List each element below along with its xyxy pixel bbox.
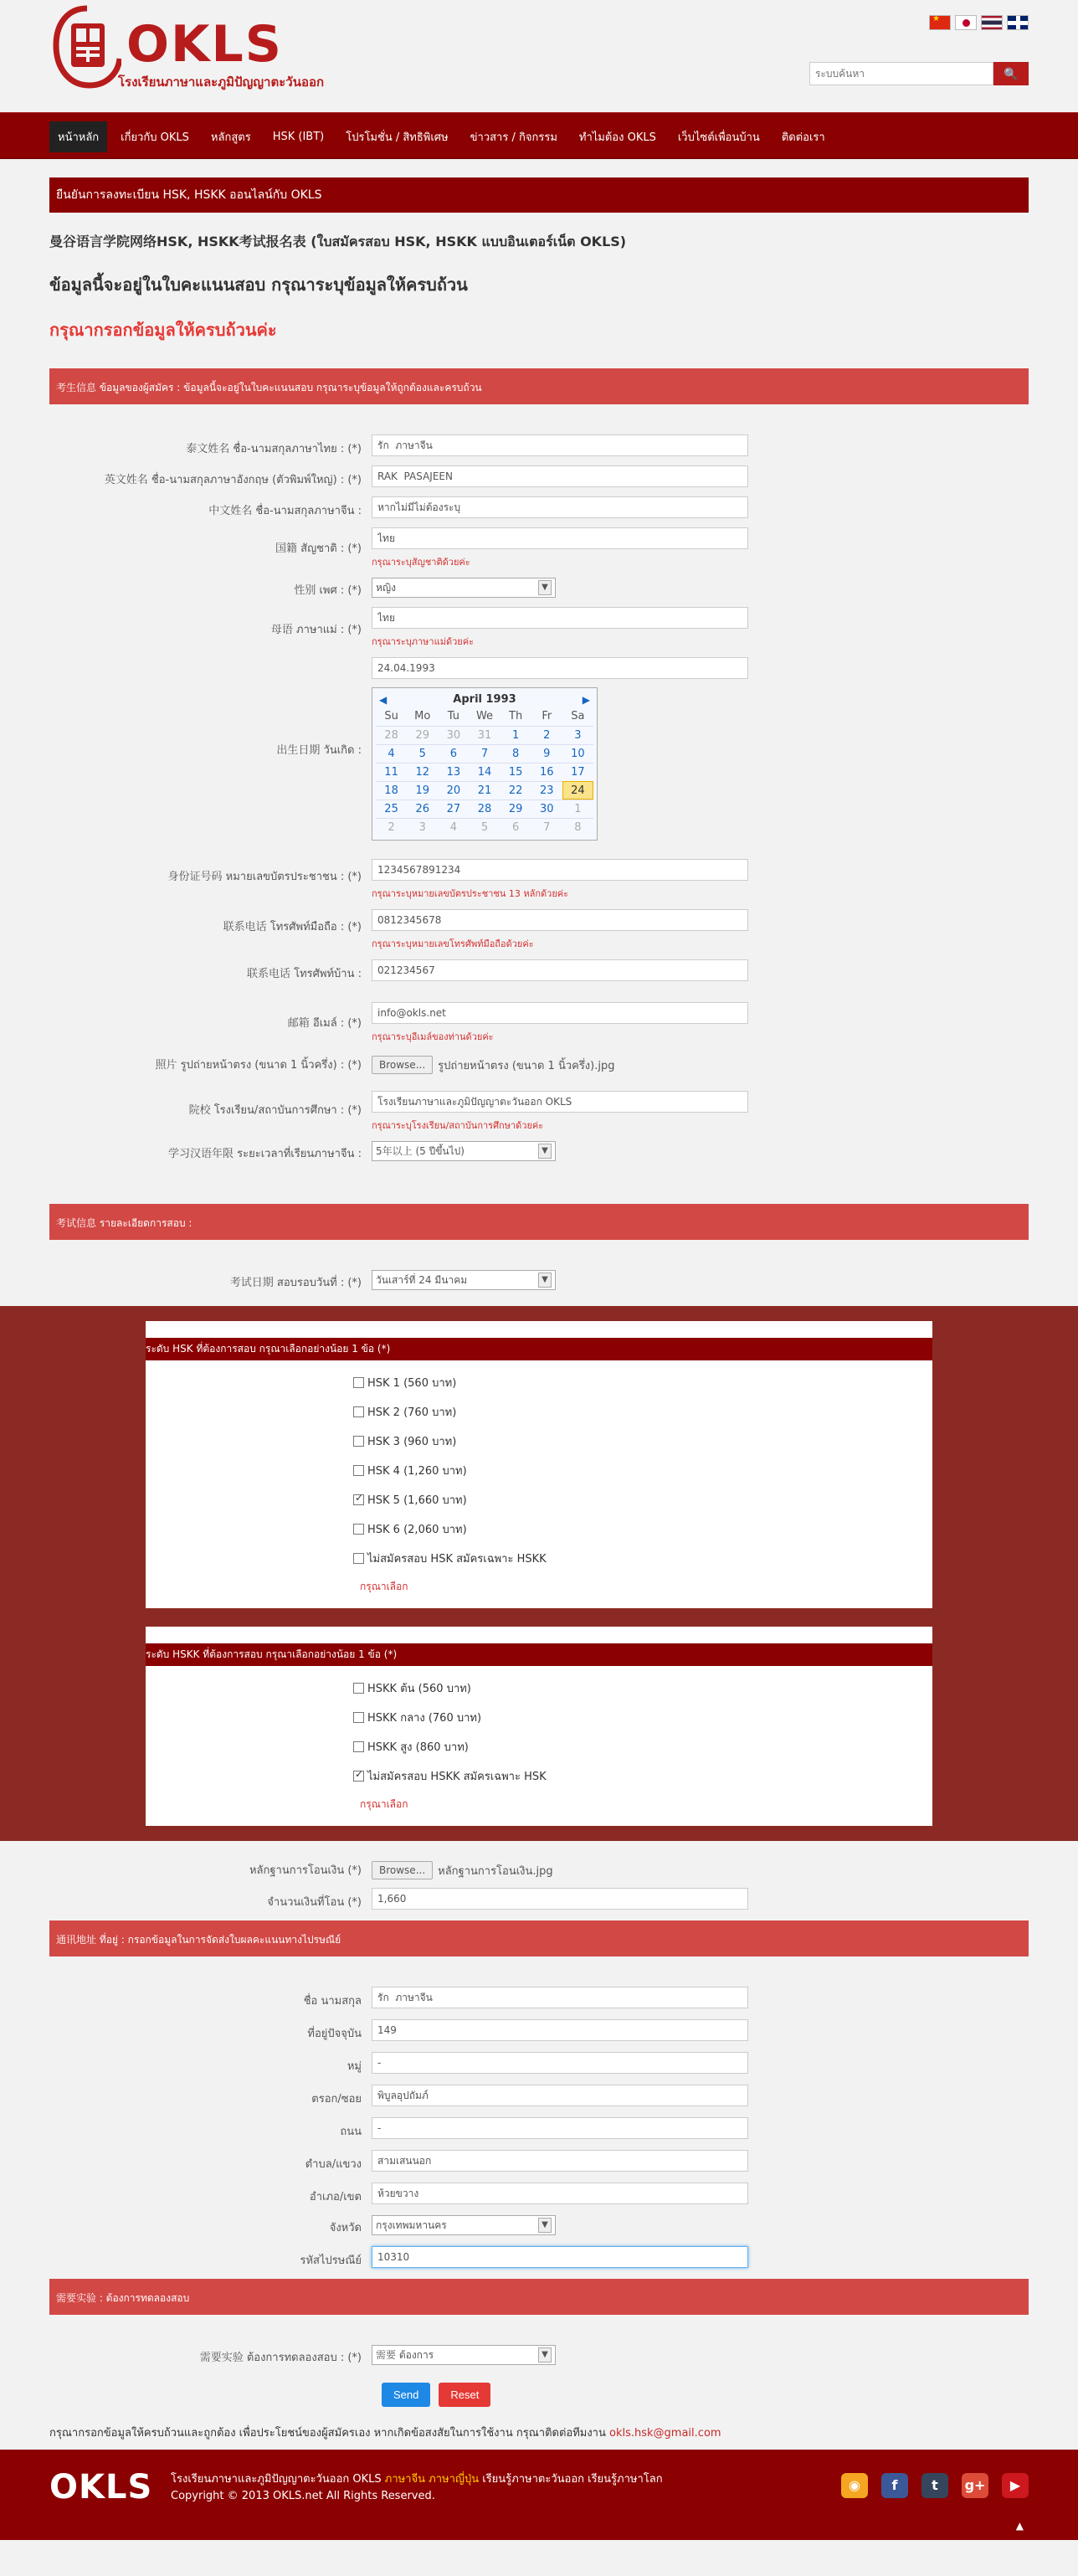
thai-name-row	[49, 434, 1029, 457]
calendar-day[interactable]: 1	[501, 726, 531, 744]
language-flags	[929, 15, 1029, 30]
nationality-row	[49, 527, 1029, 569]
calendar-day[interactable]: 28	[469, 800, 500, 818]
address-soi-input[interactable]	[372, 2085, 748, 2106]
calendar-day[interactable]: 8	[562, 818, 593, 836]
hsk-level-option-label: HSK 5 (1,660 บาท)	[367, 1494, 467, 1507]
address-road-row	[49, 2117, 1029, 2140]
chevron-down-icon: ▼	[538, 1273, 552, 1288]
gender-select[interactable]	[372, 578, 556, 598]
calendar-weekday: Su	[384, 710, 398, 722]
calendar-day[interactable]: 22	[501, 781, 531, 800]
mobile-input[interactable]	[372, 909, 748, 931]
calendar-day[interactable]: 11	[376, 763, 407, 781]
study-years-select[interactable]	[372, 1141, 556, 1161]
address-road-input[interactable]	[372, 2117, 748, 2139]
calendar-day[interactable]: 16	[531, 763, 562, 781]
section-trial-header: 需要实验 : ต้องการทดลองสอบ	[49, 2279, 1029, 2315]
birthdate-label: 出生日期 วันเกิด :	[276, 744, 362, 757]
home-phone-input[interactable]	[372, 959, 748, 981]
birthdate-input[interactable]	[372, 657, 748, 679]
footer-line1-c: เรียนรู้ภาษาตะวันออก เรียนรู้ภาษาโลก	[482, 2473, 663, 2486]
hsk-level-option[interactable]	[146, 1403, 932, 1421]
hskk-levels-box	[146, 1627, 932, 1826]
english-name-label: 英文姓名 ชื่อ-นามสกุลภาษาอังกฤษ (ตัวพิมพ์ใหญ่) : (*)	[104, 474, 362, 486]
hskk-level-option-label: HSKK กลาง (760 บาท)	[367, 1712, 482, 1725]
calendar-day[interactable]: 4	[376, 744, 407, 763]
address-province-select[interactable]	[372, 2215, 556, 2235]
email-error: กรุณาระบุอีเมล์ของท่านด้วยค่ะ	[372, 1031, 494, 1042]
uk-flag-icon[interactable]	[1007, 15, 1029, 30]
calendar-day[interactable]: 30	[531, 800, 562, 818]
exam-date-value: วันเสาร์ที่ 24 มีนาคม	[376, 1273, 468, 1286]
birthdate-row	[49, 657, 1029, 841]
send-button[interactable]: Send	[382, 2383, 430, 2407]
exam-date-select[interactable]	[372, 1270, 556, 1290]
footer-line1-b: ภาษาจีน ภาษาญี่ปุ่น	[384, 2473, 480, 2486]
trial-label: 需要实验 ต้องการทดลองสอบ : (*)	[199, 2352, 362, 2364]
amount-input[interactable]	[372, 1888, 748, 1910]
tumblr-icon[interactable]: t	[921, 2473, 948, 2498]
hskk-level-checkbox[interactable]	[353, 1712, 364, 1723]
hsk-level-checkbox[interactable]	[353, 1465, 364, 1476]
payment-proof-row	[49, 1858, 1029, 1879]
exam-date-label: 考试日期 สอบรอบวันที่ : (*)	[229, 1277, 362, 1289]
thai-name-label: 泰文姓名 ชื่อ-นามสกุลภาษาไทย : (*)	[186, 443, 362, 455]
address-province-label: จังหวัด	[329, 2222, 362, 2234]
levels-panel	[0, 1306, 1078, 1841]
email-row	[49, 1002, 1029, 1044]
nav-item-hsk[interactable]: HSK (IBT)	[272, 130, 325, 143]
address-moo-row	[49, 2052, 1029, 2075]
calendar-weekday: Th	[509, 710, 523, 722]
id-card-error: กรุณาระบุหมายเลขบัตรประชาชน 13 หลักด้วยค่ะ	[372, 888, 569, 899]
calendar-day[interactable]: 19	[407, 781, 438, 800]
calendar-weekday: Sa	[571, 710, 585, 722]
mobile-row	[49, 909, 1029, 951]
address-name-input[interactable]	[372, 1987, 748, 2008]
address-district-label: อำเภอ/เขต	[309, 2191, 362, 2203]
youtube-icon[interactable]: ▶	[1002, 2473, 1029, 2498]
calendar-day[interactable]: 29	[501, 800, 531, 818]
study-years-label: 学习汉语年限 ระยะเวลาที่เรียนภาษาจีน :	[168, 1148, 362, 1160]
address-postcode-input[interactable]	[372, 2246, 748, 2268]
home-phone-row	[49, 959, 1029, 982]
hsk-level-option[interactable]	[146, 1462, 932, 1479]
hsk-level-checkbox[interactable]	[353, 1406, 364, 1417]
payment-file-input	[372, 1861, 748, 1879]
contact-email-link[interactable]: okls.hsk@gmail.com	[609, 2427, 721, 2440]
calendar-day[interactable]: 26	[407, 800, 438, 818]
googleplus-icon[interactable]: g+	[962, 2473, 988, 2498]
mother-tongue-error: กรุณาระบุภาษาแม่ด้วยค่ะ	[372, 636, 474, 647]
school-label: 院校 โรงเรียน/สถาบันการศึกษา : (*)	[188, 1104, 362, 1117]
mother-tongue-row	[49, 607, 1029, 649]
calendar-day[interactable]: 3	[407, 818, 438, 836]
calendar-day[interactable]: 12	[407, 763, 438, 781]
nav-item-why-okls[interactable]: ทำไมต้อง OKLS	[578, 131, 656, 144]
chevron-down-icon: ▼	[538, 1144, 552, 1159]
school-row	[49, 1091, 1029, 1133]
calendar-day[interactable]: 18	[376, 781, 407, 800]
chevron-down-icon: ▼	[538, 580, 552, 595]
calendar-day[interactable]: 8	[501, 744, 531, 763]
hskk-level-option-label: HSKK ต้น (560 บาท)	[367, 1683, 471, 1695]
gender-row	[49, 578, 1029, 599]
mobile-label: 联系电话 โทรศัพท์มือถือ : (*)	[223, 921, 362, 933]
address-road-label: ถนน	[340, 2126, 362, 2138]
exam-date-row	[49, 1270, 1029, 1291]
calendar-grid	[376, 707, 593, 836]
address-moo-label: หมู่	[346, 2060, 362, 2073]
calendar-day[interactable]: 28	[376, 726, 407, 744]
hsk-level-checkbox[interactable]	[353, 1436, 364, 1447]
hsk-level-option[interactable]	[146, 1491, 932, 1509]
email-input[interactable]	[372, 1002, 748, 1024]
section-exam-header: 考试信息 รายละเอียดการสอบ :	[49, 1204, 1029, 1240]
calendar-day[interactable]: 17	[562, 763, 593, 781]
address-postcode-label: รหัสไปรษณีย์	[300, 2255, 362, 2267]
calendar-weekday: Fr	[542, 710, 552, 722]
amount-row	[49, 1888, 1029, 1910]
reset-button[interactable]: Reset	[439, 2383, 490, 2407]
trial-row	[49, 2345, 1029, 2366]
calendar-day[interactable]: 31	[469, 726, 500, 744]
nationality-input[interactable]	[372, 527, 748, 549]
hskk-level-checkbox[interactable]	[353, 1683, 364, 1694]
id-card-input[interactable]	[372, 859, 748, 881]
calendar-day[interactable]: 29	[407, 726, 438, 744]
form-actions	[49, 2383, 1029, 2407]
contact-note	[49, 2424, 1029, 2441]
trial-select[interactable]	[372, 2345, 556, 2365]
hsk-levels-box	[146, 1321, 932, 1608]
nationality-error: กรุณาระบุสัญชาติด้วยค่ะ	[372, 557, 470, 568]
photo-browse-button[interactable]: Browse...	[372, 1056, 433, 1074]
thai-name-input[interactable]	[372, 434, 748, 456]
hsk-level-checkbox[interactable]	[353, 1377, 364, 1388]
calendar-day[interactable]: 25	[376, 800, 407, 818]
calendar-day[interactable]: 14	[469, 763, 500, 781]
calendar-day[interactable]: 5	[407, 744, 438, 763]
calendar-day[interactable]: 2	[531, 726, 562, 744]
japan-flag-icon[interactable]	[955, 15, 977, 30]
calendar-day[interactable]: 9	[531, 744, 562, 763]
study-years-row	[49, 1141, 1029, 1162]
email-label: 邮箱 อีเมล์ : (*)	[287, 1017, 362, 1030]
gender-label: 性别 เพศ : (*)	[294, 584, 362, 597]
payment-filename: หลักฐานการโอนเงิน.jpg	[438, 1864, 553, 1878]
footer-copyright: Copyright © 2013 OKLS.net All Rights Reserved.	[171, 2490, 435, 2502]
hsk-level-option-label: HSK 2 (760 บาท)	[367, 1406, 457, 1419]
calendar-day[interactable]: 20	[438, 781, 469, 800]
payment-proof-label: หลักฐานการโอนเงิน (*)	[249, 1864, 362, 1877]
address-postcode-row	[49, 2246, 1029, 2269]
address-address-label: ที่อยู่ปัจจุบัน	[307, 2028, 362, 2040]
calendar-day[interactable]: 2	[376, 818, 407, 836]
search-box	[809, 62, 1029, 85]
calendar-day-selected[interactable]: 24	[562, 781, 593, 800]
calendar-day[interactable]: 13	[438, 763, 469, 781]
hskk-level-checkbox[interactable]	[353, 1741, 364, 1752]
home-phone-label: 联系电话 โทรศัพท์บ้าน :	[246, 968, 362, 980]
nav-item-home[interactable]: หน้าหลัก	[49, 121, 107, 152]
nav-item-contact[interactable]: ติดต่อเรา	[781, 131, 825, 144]
hskk-level-option[interactable]	[146, 1709, 932, 1726]
school-input[interactable]	[372, 1091, 748, 1113]
hskk-level-option[interactable]	[146, 1767, 932, 1785]
calendar-day[interactable]: 15	[501, 763, 531, 781]
gender-value: หญิง	[376, 581, 396, 594]
address-subdistrict-row	[49, 2150, 1029, 2172]
calendar-day[interactable]: 27	[438, 800, 469, 818]
photo-label: 照片 รูปถ่ายหน้าตรง (ขนาด 1 นิ้วครึ่ง) : (*)	[155, 1059, 362, 1072]
hskk-levels-error: กรุณาเลือก	[360, 1798, 408, 1810]
form-subheading: ข้อมูลนี้จะอยู่ในใบคะแนนสอบ กรุณาระบุข้อมูลให้ครบถ้วน	[49, 275, 468, 295]
mother-tongue-input[interactable]	[372, 607, 748, 629]
contact-note-text: กรุณากรอกข้อมูลให้ครบถ้วนและถูกต้อง เพื่อประโยชน์ของผู้สมัครเอง หากเกิดข้อสงสัยในการใช้งาน กรุณาติดต่อทีมงาน	[49, 2427, 606, 2440]
china-flag-icon[interactable]	[929, 15, 951, 30]
payment-browse-button[interactable]: Browse...	[372, 1861, 433, 1879]
logo-text: OKLS	[126, 15, 283, 74]
calendar-day[interactable]: 7	[469, 744, 500, 763]
search-input[interactable]	[809, 62, 993, 85]
calendar-day[interactable]: 6	[501, 818, 531, 836]
main-nav	[0, 112, 1078, 159]
address-subdistrict-input[interactable]	[372, 2150, 748, 2172]
photo-filename: รูปถ่ายหน้าตรง (ขนาด 1 นิ้วครึ่ง).jpg	[438, 1059, 615, 1072]
hsk-level-checkbox[interactable]	[353, 1494, 364, 1505]
hsk-level-option-label: HSK 4 (1,260 บาท)	[367, 1465, 467, 1478]
hsk-level-option-label: HSK 3 (960 บาท)	[367, 1436, 457, 1448]
calendar-day[interactable]: 3	[562, 726, 593, 744]
hsk-level-option[interactable]	[146, 1550, 932, 1567]
chinese-name-label: 中文姓名 ชื่อ-นามสกุลภาษาจีน :	[208, 505, 362, 517]
chinese-name-input[interactable]	[372, 496, 748, 518]
form-heading: 曼谷语言学院网络HSK, HSKK考试报名表 (ใบสมัครสอบ HSK, HSKK แบบอินเตอร์เน็ต OKLS)	[49, 234, 627, 249]
footer-text	[171, 2471, 663, 2505]
nav-item-news[interactable]: ข่าวสาร / กิจกรรม	[470, 131, 557, 144]
hsk-level-checkbox[interactable]	[353, 1553, 364, 1564]
address-province-value: กรุงเทพมหานคร	[376, 2219, 447, 2231]
footer-line1-a: โรงเรียนภาษาและภูมิปัญญาตะวันออก OKLS	[171, 2473, 382, 2486]
hsk-level-option-label: HSK 6 (2,060 บาท)	[367, 1524, 467, 1536]
form-warning: กรุณากรอกข้อมูลให้ครบถ้วนค่ะ	[49, 320, 277, 340]
calendar-day[interactable]: 30	[438, 726, 469, 744]
site-footer	[0, 2450, 1078, 2540]
hsk-levels-title: ระดับ HSK ที่ต้องการสอบ กรุณาเลือกอย่างน้อย 1 ข้อ (*)	[146, 1338, 932, 1360]
english-name-input[interactable]	[372, 465, 748, 487]
date-picker	[372, 687, 598, 841]
address-soi-label: ตรอก/ซอย	[311, 2093, 362, 2106]
section-address-header: 通讯地址 ที่อยู่ : กรอกข้อมูลในการจัดส่งใบผลคะแนนทางไปรษณีย์	[49, 1920, 1029, 1956]
calendar-day[interactable]: 6	[438, 744, 469, 763]
address-district-row	[49, 2183, 1029, 2205]
amount-label: จำนวนเงินที่โอน (*)	[267, 1896, 362, 1909]
hskk-levels-title: ระดับ HSKK ที่ต้องการสอบ กรุณาเลือกอย่างน้อย 1 ข้อ (*)	[146, 1643, 932, 1666]
address-district-input[interactable]	[372, 2183, 748, 2204]
scroll-up-icon[interactable]: ▲	[1015, 2520, 1024, 2532]
hskk-level-option[interactable]	[146, 1738, 932, 1756]
chevron-down-icon: ▼	[538, 2347, 552, 2363]
section-candidate-header: 考生信息 ข้อมูลของผู้สมัคร : ข้อมูลนี้จะอยู่ในใบคะแนนสอบ กรุณาระบุข้อมูลให้ถูกต้องและครบถ้วน	[49, 368, 1029, 404]
hsk-level-option[interactable]	[146, 1432, 932, 1450]
calendar-day[interactable]: 10	[562, 744, 593, 763]
address-name-label: ชื่อ นามสกุล	[303, 1995, 362, 2008]
calendar-day[interactable]: 23	[531, 781, 562, 800]
address-soi-row	[49, 2085, 1029, 2107]
calendar-weekday: Tu	[447, 710, 459, 722]
photo-row	[49, 1052, 1029, 1074]
study-years-value: 5年以上 (5 ปีขึ้นไป)	[376, 1144, 465, 1157]
calendar-day[interactable]: 7	[531, 818, 562, 836]
footer-logo[interactable]: OKLS	[49, 2468, 153, 2507]
school-error: กรุณาระบุโรงเรียน/สถาบันการศึกษาด้วยค่ะ	[372, 1120, 544, 1131]
mother-tongue-label: 母语 ภาษาแม่ : (*)	[270, 624, 362, 636]
address-address-input[interactable]	[372, 2019, 748, 2041]
english-name-row	[49, 465, 1029, 488]
hskk-level-option-label: HSKK สูง (860 บาท)	[367, 1741, 469, 1754]
hskk-level-option-label: ไม่สมัครสอบ HSKK สมัครเฉพาะ HSK	[367, 1771, 547, 1783]
nationality-label: 国籍 สัญชาติ : (*)	[275, 542, 362, 555]
chinese-name-row	[49, 496, 1029, 519]
hsk-level-option-label: HSK 1 (560 บาท)	[367, 1377, 457, 1390]
calendar-day[interactable]: 4	[438, 818, 469, 836]
logo-seal-icon	[53, 3, 121, 90]
id-card-row	[49, 859, 1029, 901]
page-title-bar: ยืนยันการลงทะเบียน HSK, HSKK ออนไลน์กับ OKLS	[49, 177, 1029, 213]
mobile-error: กรุณาระบุหมายเลขโทรศัพท์มือถือด้วยค่ะ	[372, 938, 534, 949]
address-moo-input[interactable]	[372, 2052, 748, 2074]
nav-item-neighbor-sites[interactable]: เว็บไซต์เพื่อนบ้าน	[677, 131, 760, 144]
next-month-icon[interactable]: ▶	[582, 693, 590, 706]
calendar-weekday: Mo	[414, 710, 431, 722]
hskk-level-option[interactable]	[146, 1679, 932, 1697]
site-header	[0, 0, 1078, 112]
search-button[interactable]	[993, 62, 1029, 85]
social-icons	[841, 2473, 1029, 2498]
hskk-level-checkbox[interactable]	[353, 1771, 364, 1782]
hsk-level-option[interactable]	[146, 1520, 932, 1538]
facebook-icon[interactable]: f	[881, 2473, 908, 2498]
chevron-down-icon: ▼	[538, 2218, 552, 2233]
nav-item-about[interactable]: เกี่ยวกับ OKLS	[121, 131, 189, 144]
calendar-month-title: April 1993	[453, 693, 516, 706]
photo-file-input	[372, 1056, 748, 1074]
hsk-levels-error: กรุณาเลือก	[360, 1581, 408, 1592]
nav-item-courses[interactable]: หลักสูตร	[210, 131, 251, 144]
calendar-day[interactable]: 21	[469, 781, 500, 800]
calendar-day[interactable]: 5	[469, 818, 500, 836]
address-address-row	[49, 2019, 1029, 2042]
address-name-row	[49, 1987, 1029, 2009]
hsk-level-checkbox[interactable]	[353, 1524, 364, 1535]
rss-icon[interactable]: ◉	[841, 2473, 868, 2498]
hsk-level-option[interactable]	[146, 1374, 932, 1391]
calendar-weekday: We	[475, 710, 494, 722]
trial-value: 需要 ต้องการ	[376, 2348, 434, 2361]
logo-subtitle: โรงเรียนภาษาและภูมิปัญญาตะวันออก	[118, 75, 325, 90]
calendar-day[interactable]: 1	[562, 800, 593, 818]
search-icon: 🔍	[1004, 66, 1019, 80]
thailand-flag-icon[interactable]	[981, 15, 1003, 30]
address-subdistrict-label: ตำบล/แขวง	[305, 2158, 362, 2171]
prev-month-icon[interactable]: ◀	[379, 693, 388, 706]
site-logo[interactable]	[49, 3, 367, 94]
id-card-label: 身份证号码 หมายเลขบัตรประชาชน : (*)	[167, 871, 362, 883]
hsk-level-option-label: ไม่สมัครสอบ HSK สมัครเฉพาะ HSKK	[367, 1553, 547, 1566]
address-province-row	[49, 2215, 1029, 2236]
nav-item-promotion[interactable]: โปรโมชั่น / สิทธิพิเศษ	[346, 131, 449, 144]
